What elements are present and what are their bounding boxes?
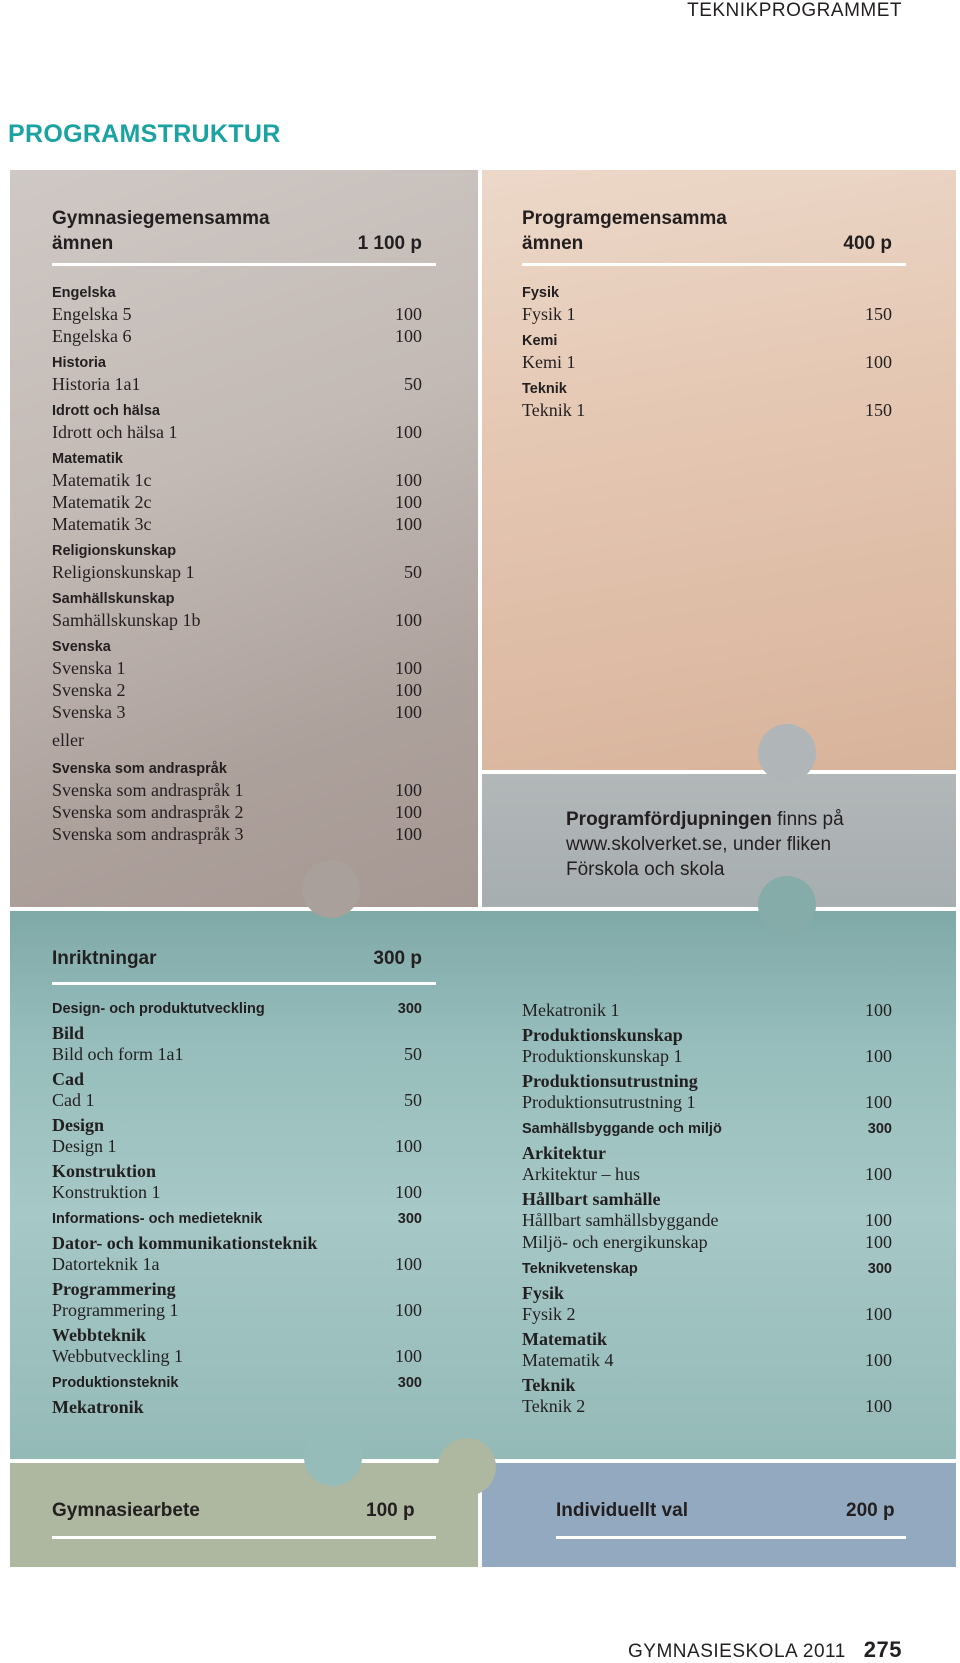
course-group (52, 401, 422, 443)
course-name: Mekatronik 1 (522, 1000, 620, 1020)
direction-row (522, 1259, 892, 1279)
course-name: Matematik 4 (522, 1350, 614, 1370)
course-name: Teknik 2 (522, 1396, 586, 1416)
course-group (52, 637, 422, 723)
course-name: Fysik 2 (522, 1304, 576, 1324)
course-row (52, 801, 422, 823)
course-name: Svenska som andraspråk 1 (52, 780, 244, 800)
course-group (52, 353, 422, 395)
course-name: Svenska som andraspråk 3 (52, 824, 244, 844)
course-points: 100 (395, 304, 422, 324)
course-name: Fysik 1 (522, 304, 576, 324)
fordj-text3: Förskola och skola (566, 859, 725, 880)
course-row (52, 1253, 422, 1275)
course-row (52, 657, 422, 679)
course-name: Webbutveckling 1 (52, 1346, 184, 1366)
puzzle-tab (758, 724, 816, 782)
course-group (522, 283, 892, 325)
programfordjupning-note (566, 807, 886, 882)
course-name: Programmering 1 (52, 1300, 179, 1320)
course-row (522, 1395, 892, 1417)
course-points: 100 (395, 1136, 422, 1156)
course-name: Konstruktion 1 (52, 1182, 161, 1202)
panel-programgemensamma (482, 170, 956, 770)
course-group (52, 759, 422, 845)
inr-heading-label: Inriktningar (52, 948, 157, 969)
subject-title: Historia (52, 355, 106, 371)
puzzle-tab (758, 876, 816, 934)
course-name: Svenska 1 (52, 658, 126, 678)
fordj-text2: www.skolverket.se, under fliken (566, 834, 832, 855)
puzzle-tab (302, 860, 360, 918)
prog-course-list (522, 283, 892, 427)
course-row (522, 1303, 892, 1325)
course-row (52, 1299, 422, 1321)
page-title: PROGRAMSTRUKTUR (8, 120, 281, 148)
course-points: 100 (395, 658, 422, 678)
course-name: Engelska 6 (52, 326, 132, 346)
course-points: 100 (865, 1000, 892, 1020)
course-row (522, 399, 892, 421)
course-points: 50 (404, 562, 422, 582)
course-points: 100 (395, 1182, 422, 1202)
footer-label: GYMNASIESKOLA 2011 (628, 1641, 846, 1662)
course-points: 100 (865, 1350, 892, 1370)
course-row (52, 373, 422, 395)
fordj-bold: Programfördjupningen (566, 809, 772, 830)
course-points: 50 (404, 1090, 422, 1110)
subject-title: Teknik (522, 381, 567, 397)
direction-name: Informations- och medieteknik (52, 1211, 263, 1227)
course-name: Miljö- och energikunskap (522, 1232, 708, 1252)
course-row (52, 1043, 422, 1065)
course-row (522, 1209, 892, 1231)
direction-row (522, 1119, 892, 1139)
direction-points: 300 (397, 1001, 422, 1017)
direction-points: 300 (867, 1121, 892, 1137)
subject-title: Fysik (522, 285, 560, 301)
course-points: 100 (395, 610, 422, 630)
course-name: Cad 1 (52, 1090, 95, 1110)
inr-heading (52, 946, 422, 971)
fordj-text1: finns på (771, 809, 844, 830)
course-points: 100 (865, 1092, 892, 1112)
subject-title: Svenska som andraspråk (52, 761, 227, 777)
prog-heading-line1: Programgemensamma (522, 208, 727, 229)
puzzle-tab (304, 1428, 362, 1486)
individuellt-val-points: 200 p (846, 1500, 895, 1521)
gym-course-list (52, 283, 422, 851)
subject-title: Fysik (522, 1283, 565, 1303)
running-header: TEKNIKPROGRAMMET (687, 0, 902, 21)
course-name: Hållbart samhällsbyggande (522, 1210, 719, 1230)
course-points: 100 (395, 1254, 422, 1274)
course-group (52, 449, 422, 535)
subject-title: Cad (52, 1069, 85, 1089)
course-row (52, 325, 422, 347)
subject-title: Matematik (52, 451, 123, 467)
course-points: 100 (865, 1210, 892, 1230)
course-points: 150 (865, 400, 892, 420)
gym-heading-line1: Gymnasiegemensamma (52, 208, 270, 229)
course-name: Svenska som andraspråk 2 (52, 802, 244, 822)
course-points: 100 (865, 1232, 892, 1252)
subject-title: Bild (52, 1023, 85, 1043)
course-row (52, 421, 422, 443)
subject-title: Teknik (522, 1375, 576, 1395)
footer (628, 1637, 902, 1663)
subject-title: Programmering (52, 1279, 176, 1299)
direction-points: 300 (867, 1261, 892, 1277)
subject-title: Produktionsutrustning (522, 1071, 698, 1091)
course-row (52, 1089, 422, 1111)
course-name: Datorteknik 1a (52, 1254, 160, 1274)
course-name: Teknik 1 (522, 400, 586, 420)
direction-points: 300 (397, 1211, 422, 1227)
course-row (52, 679, 422, 701)
course-row (52, 469, 422, 491)
course-points: 100 (395, 492, 422, 512)
course-points: 100 (395, 780, 422, 800)
direction-name: Design- och produktutveckling (52, 1001, 265, 1017)
divider (52, 1536, 436, 1539)
course-group (52, 589, 422, 631)
subject-title: Dator- och kommunikationsteknik (52, 1233, 318, 1253)
course-points: 100 (395, 422, 422, 442)
divider (52, 982, 436, 985)
course-points: 100 (395, 824, 422, 844)
course-row (522, 999, 892, 1021)
subject-title: Samhällskunskap (52, 591, 175, 607)
subject-title: Mekatronik (52, 1397, 144, 1417)
divider (556, 1536, 906, 1539)
course-group (522, 331, 892, 373)
subject-title: Engelska (52, 285, 116, 301)
course-name: Bild och form 1a1 (52, 1044, 184, 1064)
puzzle-tab (438, 1438, 496, 1496)
subject-title: Arkitektur (522, 1143, 606, 1163)
direction-row (52, 1373, 422, 1393)
subject-title: Matematik (522, 1329, 607, 1349)
course-points: 50 (404, 1044, 422, 1064)
gym-heading (52, 206, 422, 256)
direction-name: Produktionsteknik (52, 1375, 179, 1391)
course-row (522, 1045, 892, 1067)
gym-points: 1 100 p (357, 233, 422, 254)
inr-right-list (522, 999, 892, 1417)
course-name: Design 1 (52, 1136, 117, 1156)
direction-row (52, 999, 422, 1019)
course-row (52, 823, 422, 845)
course-points: 100 (865, 352, 892, 372)
eller-text: eller (52, 730, 84, 750)
course-row (522, 303, 892, 325)
course-points: 100 (395, 470, 422, 490)
course-name: Engelska 5 (52, 304, 132, 324)
course-name: Historia 1a1 (52, 374, 141, 394)
course-row (52, 303, 422, 325)
course-name: Svenska 2 (52, 680, 126, 700)
course-name: Religionskunskap 1 (52, 562, 195, 582)
course-row (52, 1135, 422, 1157)
prog-points: 400 p (843, 233, 892, 254)
course-points: 100 (865, 1164, 892, 1184)
subject-title: Hållbart samhälle (522, 1189, 661, 1209)
page-number: 275 (863, 1637, 902, 1662)
direction-name: Samhällsbyggande och miljö (522, 1121, 722, 1137)
subject-title: Konstruktion (52, 1161, 157, 1181)
course-name: Produktionskunskap 1 (522, 1046, 683, 1066)
divider (52, 263, 436, 266)
course-group (52, 541, 422, 583)
subject-title: Kemi (522, 333, 558, 349)
course-name: Idrott och hälsa 1 (52, 422, 178, 442)
course-points: 100 (395, 680, 422, 700)
course-points: 150 (865, 304, 892, 324)
inr-left-list (52, 999, 422, 1417)
course-name: Kemi 1 (522, 352, 576, 372)
course-row (52, 701, 422, 723)
course-group (52, 283, 422, 347)
prog-heading (522, 206, 892, 256)
course-points: 100 (865, 1396, 892, 1416)
prog-heading-line2: ämnen (522, 233, 584, 254)
subject-title: Design (52, 1115, 105, 1135)
subject-title: Produktionskunskap (522, 1025, 683, 1045)
course-row (52, 491, 422, 513)
subject-title: Svenska (52, 639, 111, 655)
course-points: 100 (865, 1304, 892, 1324)
course-group (522, 379, 892, 421)
course-row (522, 1091, 892, 1113)
course-points: 100 (395, 702, 422, 722)
course-row (522, 1349, 892, 1371)
direction-name: Teknikvetenskap (522, 1261, 638, 1277)
gymnasiearbete-label: Gymnasiearbete (52, 1500, 200, 1521)
course-row (52, 1345, 422, 1367)
course-name: Matematik 2c (52, 492, 152, 512)
inr-points: 300 p (373, 948, 422, 969)
course-points: 100 (395, 802, 422, 822)
course-name: Matematik 1c (52, 470, 152, 490)
course-name: Matematik 3c (52, 514, 152, 534)
direction-row (52, 1209, 422, 1229)
course-name: Samhällskunskap 1b (52, 610, 201, 630)
course-row (52, 561, 422, 583)
direction-points: 300 (397, 1375, 422, 1391)
course-name: Svenska 3 (52, 702, 126, 722)
course-points: 100 (395, 514, 422, 534)
course-name: Produktionsutrustning 1 (522, 1092, 696, 1112)
course-row (52, 779, 422, 801)
gym-heading-line2: ämnen (52, 233, 114, 254)
course-row (522, 1231, 892, 1253)
course-points: 100 (865, 1046, 892, 1066)
course-points: 100 (395, 326, 422, 346)
subject-title: Webbteknik (52, 1325, 147, 1345)
course-name: Arkitektur – hus (522, 1164, 640, 1184)
subject-title: Idrott och hälsa (52, 403, 160, 419)
course-row (522, 351, 892, 373)
course-row (52, 609, 422, 631)
subject-title: Religionskunskap (52, 543, 177, 559)
gymnasiearbete-points: 100 p (366, 1500, 415, 1521)
course-row (52, 513, 422, 535)
course-row (522, 1163, 892, 1185)
course-points: 100 (395, 1346, 422, 1366)
course-points: 50 (404, 374, 422, 394)
course-points: 100 (395, 1300, 422, 1320)
individuellt-val-label: Individuellt val (556, 1500, 688, 1521)
divider (522, 263, 906, 266)
course-row (52, 1181, 422, 1203)
